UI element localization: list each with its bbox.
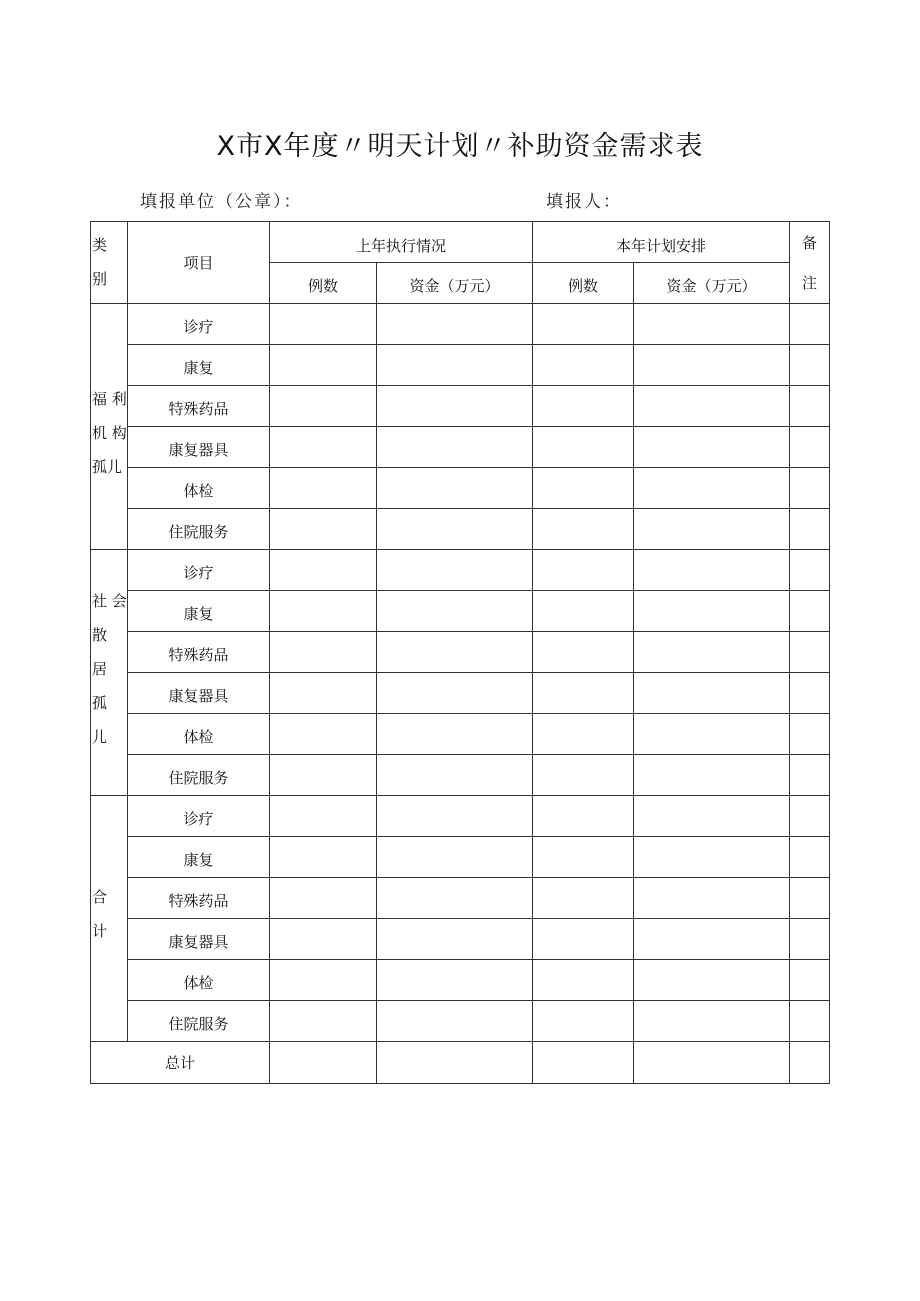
note-cell[interactable] xyxy=(790,919,830,960)
last-year-cases-cell[interactable] xyxy=(270,468,377,509)
category-label: 孤 xyxy=(92,694,108,712)
this-year-funds-cell[interactable] xyxy=(634,755,790,796)
table-row xyxy=(91,714,830,755)
note-cell[interactable] xyxy=(790,796,830,837)
this-year-funds-cell[interactable] xyxy=(634,1001,790,1042)
category-header xyxy=(91,222,128,304)
this-year-funds-cell[interactable] xyxy=(634,919,790,960)
item-label: 康复器具 xyxy=(128,673,270,714)
category-label: 计 xyxy=(92,922,108,940)
table-row xyxy=(91,550,830,591)
this-year-funds-header: 资金（万元） xyxy=(634,263,790,304)
item-header: 项目 xyxy=(128,222,270,304)
item-label: 特殊药品 xyxy=(128,878,270,919)
last-year-cases-cell[interactable] xyxy=(270,386,377,427)
funding-request-table xyxy=(90,221,830,1084)
table-row xyxy=(91,509,830,550)
category-label: 孤儿 xyxy=(92,458,123,476)
this-year-cases-cell[interactable] xyxy=(533,837,634,878)
last-year-funds-cell[interactable] xyxy=(377,591,533,632)
table-row xyxy=(91,345,830,386)
this-year-funds-cell[interactable] xyxy=(634,673,790,714)
item-label: 康复 xyxy=(128,345,270,386)
last-year-cases-cell[interactable] xyxy=(270,673,377,714)
this-year-cases-cell[interactable] xyxy=(533,673,634,714)
this-year-cases-cell[interactable] xyxy=(533,550,634,591)
filler-label: 填报人： xyxy=(546,192,622,212)
last-year-funds-cell[interactable] xyxy=(377,837,533,878)
table-row xyxy=(91,878,830,919)
item-label: 体检 xyxy=(128,714,270,755)
this-year-funds-cell[interactable] xyxy=(634,960,790,1001)
last-year-cases-cell[interactable] xyxy=(270,345,377,386)
last-year-cases-cell[interactable] xyxy=(270,1001,377,1042)
category-label: 散 xyxy=(92,626,108,644)
last-year-cases-header: 例数 xyxy=(270,263,377,304)
this-year-funds-cell[interactable] xyxy=(634,427,790,468)
item-label: 诊疗 xyxy=(128,796,270,837)
last-year-funds-cell[interactable] xyxy=(377,468,533,509)
this-year-cases-cell[interactable] xyxy=(533,919,634,960)
note-cell[interactable] xyxy=(790,1001,830,1042)
last-year-funds-header: 资金（万元） xyxy=(377,263,533,304)
table-row xyxy=(91,427,830,468)
table-row xyxy=(91,919,830,960)
total-last-year-funds-cell[interactable] xyxy=(377,1042,533,1084)
last-year-cases-cell[interactable] xyxy=(270,632,377,673)
table-row xyxy=(91,673,830,714)
note-cell[interactable] xyxy=(790,509,830,550)
last-year-funds-cell[interactable] xyxy=(377,714,533,755)
last-year-cases-cell[interactable] xyxy=(270,509,377,550)
this-year-cases-cell[interactable] xyxy=(533,878,634,919)
note-cell[interactable] xyxy=(790,550,830,591)
category-label: 社 会 xyxy=(92,592,127,610)
last-year-cases-cell[interactable] xyxy=(270,427,377,468)
total-row xyxy=(91,1042,830,1084)
this-year-funds-cell[interactable] xyxy=(634,796,790,837)
this-year-cases-cell[interactable] xyxy=(533,714,634,755)
item-label: 康复 xyxy=(128,837,270,878)
this-year-cases-cell[interactable] xyxy=(533,755,634,796)
last-year-cases-cell[interactable] xyxy=(270,591,377,632)
item-label: 特殊药品 xyxy=(128,386,270,427)
last-year-funds-cell[interactable] xyxy=(377,796,533,837)
note-cell[interactable] xyxy=(790,755,830,796)
this-year-funds-cell[interactable] xyxy=(634,714,790,755)
item-label: 体检 xyxy=(128,468,270,509)
this-year-funds-cell[interactable] xyxy=(634,632,790,673)
last-year-funds-cell[interactable] xyxy=(377,509,533,550)
last-year-funds-cell[interactable] xyxy=(377,1001,533,1042)
item-label: 体检 xyxy=(128,960,270,1001)
category-cell xyxy=(91,550,128,796)
last-year-funds-cell[interactable] xyxy=(377,878,533,919)
note-cell[interactable] xyxy=(790,304,830,345)
reporting-unit-label: 填报单位（公章）： xyxy=(140,192,303,212)
note-cell[interactable] xyxy=(790,591,830,632)
note-cell[interactable] xyxy=(790,878,830,919)
note-cell[interactable] xyxy=(790,345,830,386)
this-year-header: 本年计划安排 xyxy=(533,222,790,263)
this-year-cases-cell[interactable] xyxy=(533,304,634,345)
total-label: 总计 xyxy=(91,1042,270,1084)
last-year-cases-cell[interactable] xyxy=(270,550,377,591)
this-year-funds-cell[interactable] xyxy=(634,509,790,550)
note-cell[interactable] xyxy=(790,960,830,1001)
note-cell[interactable] xyxy=(790,714,830,755)
this-year-cases-cell[interactable] xyxy=(533,468,634,509)
last-year-cases-cell[interactable] xyxy=(270,919,377,960)
item-label: 康复器具 xyxy=(128,427,270,468)
note-cell[interactable] xyxy=(790,427,830,468)
page-title: X市X年度〃明天计划〃补助资金需求表 xyxy=(216,131,704,162)
last-year-cases-cell[interactable] xyxy=(270,837,377,878)
total-last-year-cases-cell[interactable] xyxy=(270,1042,377,1084)
note-header-char: 备 xyxy=(801,233,817,252)
last-year-funds-cell[interactable] xyxy=(377,673,533,714)
last-year-cases-cell[interactable] xyxy=(270,960,377,1001)
total-this-year-funds-cell[interactable] xyxy=(634,1042,790,1084)
this-year-cases-cell[interactable] xyxy=(533,1001,634,1042)
item-label: 康复 xyxy=(128,591,270,632)
last-year-cases-cell[interactable] xyxy=(270,878,377,919)
category-label: 合 xyxy=(92,888,108,906)
note-cell[interactable] xyxy=(790,837,830,878)
item-label: 特殊药品 xyxy=(128,632,270,673)
category-label: 福 利 xyxy=(92,390,127,408)
category-header-char: 别 xyxy=(92,270,108,288)
table-row xyxy=(91,1001,830,1042)
table-row xyxy=(91,960,830,1001)
table-row xyxy=(91,468,830,509)
this-year-funds-cell[interactable] xyxy=(634,468,790,509)
last-year-funds-cell[interactable] xyxy=(377,345,533,386)
item-label: 诊疗 xyxy=(128,304,270,345)
this-year-cases-cell[interactable] xyxy=(533,345,634,386)
category-label: 居 xyxy=(92,660,108,678)
last-year-header: 上年执行情况 xyxy=(270,222,533,263)
table-row xyxy=(91,591,830,632)
total-note-cell[interactable] xyxy=(790,1042,830,1084)
this-year-cases-header: 例数 xyxy=(533,263,634,304)
this-year-cases-cell[interactable] xyxy=(533,591,634,632)
this-year-cases-cell[interactable] xyxy=(533,509,634,550)
table-row xyxy=(91,304,830,345)
last-year-funds-cell[interactable] xyxy=(377,755,533,796)
last-year-cases-cell[interactable] xyxy=(270,796,377,837)
table-row xyxy=(91,386,830,427)
last-year-funds-cell[interactable] xyxy=(377,427,533,468)
last-year-cases-cell[interactable] xyxy=(270,714,377,755)
this-year-funds-cell[interactable] xyxy=(634,837,790,878)
last-year-funds-cell[interactable] xyxy=(377,386,533,427)
last-year-funds-cell[interactable] xyxy=(377,632,533,673)
note-cell[interactable] xyxy=(790,386,830,427)
note-cell[interactable] xyxy=(790,632,830,673)
last-year-funds-cell[interactable] xyxy=(377,919,533,960)
category-cell xyxy=(91,796,128,1042)
last-year-funds-cell[interactable] xyxy=(377,550,533,591)
this-year-cases-cell[interactable] xyxy=(533,796,634,837)
item-label: 住院服务 xyxy=(128,1001,270,1042)
category-header-char: 类 xyxy=(92,236,108,254)
this-year-funds-cell[interactable] xyxy=(634,386,790,427)
this-year-cases-cell[interactable] xyxy=(533,632,634,673)
category-label: 儿 xyxy=(92,728,108,746)
this-year-funds-cell[interactable] xyxy=(634,345,790,386)
last-year-cases-cell[interactable] xyxy=(270,755,377,796)
note-header xyxy=(790,222,830,304)
table-row xyxy=(91,796,830,837)
note-cell[interactable] xyxy=(790,673,830,714)
this-year-funds-cell[interactable] xyxy=(634,304,790,345)
table-row xyxy=(91,837,830,878)
this-year-funds-cell[interactable] xyxy=(634,591,790,632)
this-year-cases-cell[interactable] xyxy=(533,960,634,1001)
item-label: 住院服务 xyxy=(128,509,270,550)
item-label: 康复器具 xyxy=(128,919,270,960)
category-label: 机 构 xyxy=(92,424,127,442)
note-cell[interactable] xyxy=(790,468,830,509)
this-year-cases-cell[interactable] xyxy=(533,386,634,427)
last-year-funds-cell[interactable] xyxy=(377,960,533,1001)
table-row xyxy=(91,755,830,796)
this-year-funds-cell[interactable] xyxy=(634,878,790,919)
last-year-funds-cell[interactable] xyxy=(377,304,533,345)
total-this-year-cases-cell[interactable] xyxy=(533,1042,634,1084)
this-year-cases-cell[interactable] xyxy=(533,427,634,468)
item-label: 诊疗 xyxy=(128,550,270,591)
item-label: 住院服务 xyxy=(128,755,270,796)
category-cell xyxy=(91,304,128,550)
note-header-char: 注 xyxy=(801,273,817,292)
last-year-cases-cell[interactable] xyxy=(270,304,377,345)
table-row xyxy=(91,632,830,673)
this-year-funds-cell[interactable] xyxy=(634,550,790,591)
